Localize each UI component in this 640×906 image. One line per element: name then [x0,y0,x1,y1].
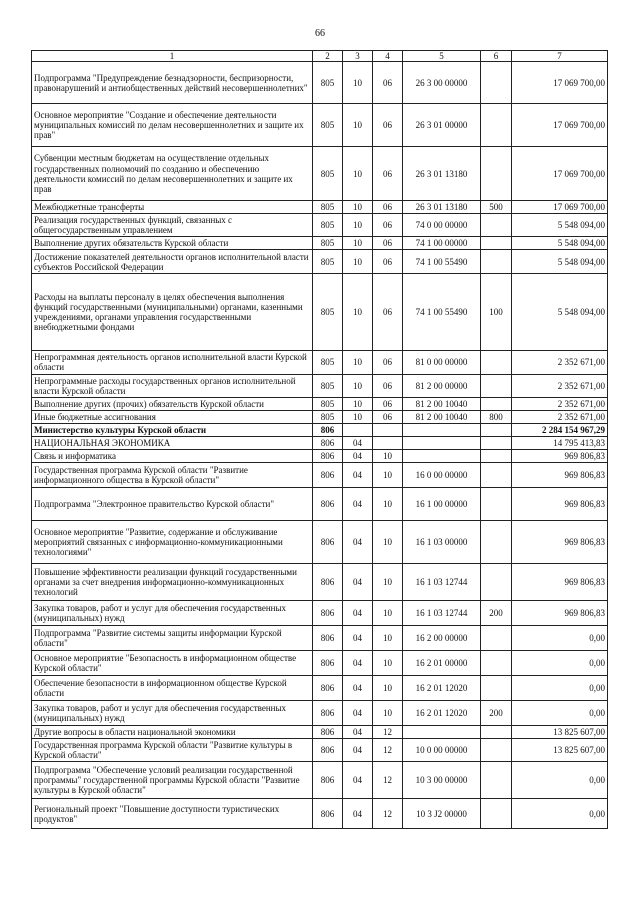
row-code-2: 806 [313,676,343,701]
row-code-5: 74 1 00 55490 [403,250,481,274]
table-row [32,201,608,214]
row-name: Подпрограмма "Обеспечение условий реализации государственной программы" государственной программы Курской области "Развитие культуры в Курской области" [32,762,313,799]
row-code-3: 04 [343,601,373,626]
table-row [32,410,608,423]
row-amount: 13 825 607,00 [512,739,608,762]
row-name: Повышение эффективности реализации функций государственными органами за счет внедрения информационно-коммуникационных технологий [32,564,313,601]
header-col-5: 5 [403,51,481,62]
row-amount: 5 548 094,00 [512,250,608,274]
row-code-2: 805 [313,214,343,237]
row-code-3: 04 [343,488,373,521]
row-code-6: 500 [481,201,512,214]
row-code-6 [481,450,512,463]
row-code-4: 10 [373,488,403,521]
row-name: НАЦИОНАЛЬНАЯ ЭКОНОМИКА [32,436,313,449]
row-code-6 [481,423,512,436]
row-code-5: 16 2 01 00000 [403,651,481,676]
row-code-2: 806 [313,521,343,564]
header-col-6: 6 [481,51,512,62]
row-name: Достижение показателей деятельности органов исполнительной власти субъектов Российской Федерации [32,250,313,274]
row-code-5: 16 2 01 12020 [403,676,481,701]
row-code-6 [481,651,512,676]
row-code-5: 16 1 00 00000 [403,488,481,521]
row-code-5 [403,450,481,463]
row-code-3: 04 [343,521,373,564]
row-code-6 [481,214,512,237]
row-code-5: 16 1 03 12744 [403,601,481,626]
row-code-6 [481,237,512,250]
table-row [32,436,608,449]
row-code-4: 10 [373,701,403,726]
row-code-4: 06 [373,274,403,351]
row-code-6 [481,463,512,488]
row-amount: 17 069 700,00 [512,201,608,214]
row-code-3: 10 [343,104,373,147]
table-row [32,726,608,739]
row-code-3: 04 [343,726,373,739]
row-amount: 2 352 671,00 [512,410,608,423]
row-amount: 5 548 094,00 [512,274,608,351]
row-name: Государственная программа Курской области "Развитие культуры в Курской области" [32,739,313,762]
row-name: Региональный проект "Повышение доступности туристических продуктов" [32,799,313,829]
table-row [32,104,608,147]
row-name: Непрограммная деятельность органов исполнительной власти Курской области [32,351,313,374]
table-row [32,564,608,601]
table-row [32,397,608,410]
row-amount: 2 352 671,00 [512,374,608,397]
row-code-5 [403,423,481,436]
row-code-5: 81 2 00 10040 [403,410,481,423]
row-code-2: 805 [313,104,343,147]
row-code-6 [481,436,512,449]
row-code-5: 81 2 00 10040 [403,397,481,410]
row-code-6 [481,104,512,147]
row-code-4: 06 [373,397,403,410]
row-code-4: 10 [373,450,403,463]
table-row [32,651,608,676]
row-code-4: 06 [373,237,403,250]
row-code-3: 10 [343,237,373,250]
row-code-3: 04 [343,436,373,449]
row-code-6 [481,374,512,397]
row-code-6: 200 [481,601,512,626]
row-amount: 0,00 [512,799,608,829]
row-code-4: 10 [373,521,403,564]
table-row [32,626,608,651]
row-amount: 17 069 700,00 [512,62,608,104]
row-code-3: 10 [343,410,373,423]
row-code-4: 10 [373,564,403,601]
row-code-4: 10 [373,601,403,626]
row-name: Министерство культуры Курской области [32,423,313,436]
row-code-5: 16 1 03 12744 [403,564,481,601]
header-col-1: 1 [32,51,313,62]
row-code-2: 806 [313,726,343,739]
row-code-2: 806 [313,651,343,676]
table-row [32,62,608,104]
row-code-3: 10 [343,62,373,104]
row-code-2: 806 [313,799,343,829]
row-amount: 969 806,83 [512,521,608,564]
row-name: Непрограммные расходы государственных органов исполнительной власти Курской области [32,374,313,397]
row-name: Иные бюджетные ассигнования [32,410,313,423]
row-code-5: 26 3 01 13180 [403,201,481,214]
row-code-2: 805 [313,397,343,410]
row-code-2: 806 [313,701,343,726]
row-code-5: 26 3 01 13180 [403,147,481,201]
table-row [32,351,608,374]
row-amount: 969 806,83 [512,601,608,626]
row-name: Подпрограмма "Электронное правительство Курской области" [32,488,313,521]
row-code-2: 805 [313,62,343,104]
row-code-4: 06 [373,147,403,201]
table-row [32,676,608,701]
row-code-3: 10 [343,374,373,397]
table-row [32,701,608,726]
header-col-4: 4 [373,51,403,62]
row-code-3: 10 [343,397,373,410]
row-name: Другие вопросы в области национальной экономики [32,726,313,739]
row-amount: 5 548 094,00 [512,214,608,237]
table-row [32,214,608,237]
row-code-4 [373,423,403,436]
row-name: Подпрограмма "Развитие системы защиты информации Курской области" [32,626,313,651]
row-name: Подпрограмма "Предупреждение безнадзорности, беспризорности, правонарушений и антиобщественных действий несовершеннолетних" [32,62,313,104]
row-code-3: 04 [343,799,373,829]
row-code-3: 10 [343,351,373,374]
row-code-5 [403,436,481,449]
row-code-5: 26 3 00 00000 [403,62,481,104]
row-code-3: 04 [343,762,373,799]
row-code-6: 800 [481,410,512,423]
row-code-5 [403,726,481,739]
row-name: Основное мероприятие "Создание и обеспечение деятельности муниципальных комиссий по делам несовершеннолетних и защите их прав" [32,104,313,147]
row-code-6 [481,62,512,104]
row-name: Выполнение других обязательств Курской области [32,237,313,250]
row-amount: 969 806,83 [512,488,608,521]
row-code-5: 16 0 00 00000 [403,463,481,488]
row-code-3: 10 [343,274,373,351]
row-code-5: 16 2 00 00000 [403,626,481,651]
table-row [32,374,608,397]
row-code-5: 10 0 00 00000 [403,739,481,762]
row-code-4: 06 [373,104,403,147]
row-code-2: 805 [313,237,343,250]
row-code-5: 16 1 03 00000 [403,521,481,564]
row-name: Межбюджетные трансферты [32,201,313,214]
header-col-3: 3 [343,51,373,62]
table-header-row [32,51,608,62]
row-code-5: 74 0 00 00000 [403,214,481,237]
table-row [32,488,608,521]
row-code-6 [481,762,512,799]
row-amount: 0,00 [512,762,608,799]
row-code-4: 06 [373,214,403,237]
row-code-6 [481,726,512,739]
row-amount: 17 069 700,00 [512,147,608,201]
row-code-4: 06 [373,351,403,374]
row-code-4: 06 [373,201,403,214]
row-code-2: 806 [313,601,343,626]
row-code-4: 06 [373,374,403,397]
row-code-2: 806 [313,739,343,762]
row-code-3: 04 [343,463,373,488]
row-code-4: 10 [373,626,403,651]
table-row [32,450,608,463]
budget-table [31,50,608,829]
row-code-6 [481,676,512,701]
header-col-7: 7 [512,51,608,62]
row-code-5: 74 1 00 00000 [403,237,481,250]
row-amount: 2 284 154 967,29 [512,423,608,436]
row-code-2: 805 [313,250,343,274]
table-row [32,423,608,436]
row-amount: 0,00 [512,701,608,726]
table-row [32,521,608,564]
row-code-3: 04 [343,626,373,651]
row-code-6 [481,521,512,564]
row-code-2: 805 [313,410,343,423]
row-name: Субвенции местным бюджетам на осуществление отдельных государственных полномочий по созданию и обеспечению деятельности комиссий по делам несовершеннолетних и защите их прав [32,147,313,201]
row-code-3 [343,423,373,436]
table-row [32,601,608,626]
row-amount: 0,00 [512,676,608,701]
row-code-4: 12 [373,799,403,829]
row-code-5: 81 2 00 00000 [403,374,481,397]
row-code-3: 04 [343,676,373,701]
row-amount: 2 352 671,00 [512,351,608,374]
row-code-3: 10 [343,147,373,201]
row-code-4: 12 [373,726,403,739]
row-code-5: 26 3 01 00000 [403,104,481,147]
table-row [32,463,608,488]
row-code-2: 806 [313,436,343,449]
row-code-6: 100 [481,274,512,351]
row-code-3: 04 [343,739,373,762]
row-name: Выполнение других (прочих) обязательств Курской области [32,397,313,410]
row-name: Государственная программа Курской области "Развитие информационного общества в Курской области" [32,463,313,488]
row-code-6 [481,397,512,410]
row-code-4: 12 [373,762,403,799]
row-code-6 [481,739,512,762]
row-amount: 969 806,83 [512,463,608,488]
row-name: Основное мероприятие "Развитие, содержание и обслуживание мероприятий связанных с информационно-коммуникационными технологиями" [32,521,313,564]
table-row [32,250,608,274]
row-code-2: 805 [313,374,343,397]
row-amount: 5 548 094,00 [512,237,608,250]
row-amount: 969 806,83 [512,450,608,463]
row-name: Закупка товаров, работ и услуг для обеспечения государственных (муниципальных) нужд [32,601,313,626]
row-code-4: 06 [373,410,403,423]
row-code-4: 12 [373,739,403,762]
row-amount: 14 795 413,83 [512,436,608,449]
row-code-3: 10 [343,250,373,274]
row-code-6 [481,799,512,829]
row-amount: 2 352 671,00 [512,397,608,410]
row-code-4: 06 [373,250,403,274]
table-row [32,147,608,201]
row-code-6 [481,351,512,374]
row-code-2: 806 [313,762,343,799]
row-code-5: 10 3 J2 00000 [403,799,481,829]
table-row [32,237,608,250]
table-row [32,799,608,829]
row-amount: 0,00 [512,651,608,676]
row-code-6: 200 [481,701,512,726]
row-code-3: 10 [343,201,373,214]
row-code-4 [373,436,403,449]
row-code-2: 805 [313,274,343,351]
row-code-2: 806 [313,423,343,436]
row-code-2: 805 [313,351,343,374]
row-name: Закупка товаров, работ и услуг для обеспечения государственных (муниципальных) нужд [32,701,313,726]
row-name: Основное мероприятие "Безопасность в информационном обществе Курской области" [32,651,313,676]
row-code-2: 805 [313,147,343,201]
row-code-5: 16 2 01 12020 [403,701,481,726]
row-code-2: 806 [313,463,343,488]
row-code-5: 74 1 00 55490 [403,274,481,351]
row-code-4: 06 [373,62,403,104]
row-name: Реализация государственных функций, связанных с общегосударственным управлением [32,214,313,237]
row-code-3: 04 [343,450,373,463]
row-code-4: 10 [373,676,403,701]
row-code-6 [481,250,512,274]
row-code-3: 04 [343,651,373,676]
row-code-3: 10 [343,214,373,237]
row-code-3: 04 [343,701,373,726]
row-code-3: 04 [343,564,373,601]
row-code-2: 806 [313,450,343,463]
row-code-2: 806 [313,564,343,601]
header-col-2: 2 [313,51,343,62]
row-code-5: 81 0 00 00000 [403,351,481,374]
row-amount: 13 825 607,00 [512,726,608,739]
row-code-5: 10 3 00 00000 [403,762,481,799]
row-amount: 969 806,83 [512,564,608,601]
table-row [32,739,608,762]
table-row [32,274,608,351]
row-amount: 0,00 [512,626,608,651]
table-row [32,762,608,799]
row-code-2: 806 [313,626,343,651]
row-name: Расходы на выплаты персоналу в целях обеспечения выполнения функций государственными (муниципальными) органами, казенными учреждениями, органами управления государственными внебюджетными фондами [32,274,313,351]
row-code-6 [481,147,512,201]
row-amount: 17 069 700,00 [512,104,608,147]
row-code-2: 805 [313,201,343,214]
row-code-6 [481,626,512,651]
row-code-4: 10 [373,463,403,488]
row-code-6 [481,564,512,601]
row-code-6 [481,488,512,521]
page-number: 66 [315,28,325,39]
row-name: Связь и информатика [32,450,313,463]
row-code-2: 806 [313,488,343,521]
row-code-4: 10 [373,651,403,676]
row-name: Обеспечение безопасности в информационном обществе Курской области [32,676,313,701]
